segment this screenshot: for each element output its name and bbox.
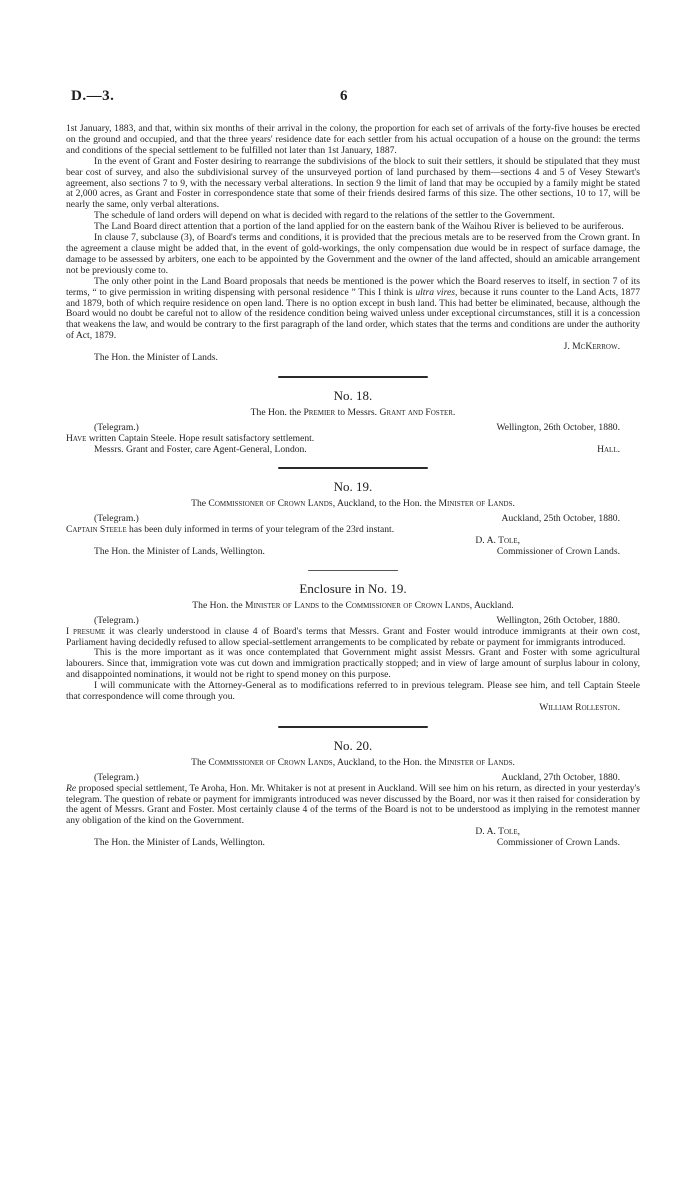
section-divider <box>308 570 398 571</box>
text-run: , Auckland. <box>469 599 514 611</box>
report-paragraph: In clause 7, subclause (3), of Board's terms and conditions, it is provided that the precious metals are to be reserved from the Crown grant. In the agreement a clause might be added that, in the event of gold-workings, the only compensation due would be in respect of surface damage, the damage to be assessed by arbiters, one each to be appointed by the Government and the owner of the land affected, should an amicable arrangement not be previously come to. <box>66 232 640 276</box>
report-addressee: The Hon. the Minister of Lands. <box>94 352 218 364</box>
lead-word: Have <box>66 432 87 444</box>
text-run: The only other point in the Land Board proposals that needs be mentioned is the power which the Board reserves to itself, in section 7 of its terms, “ to give permission in writing dispensing with personal residence ” This I think is <box>66 275 640 298</box>
text-run: Grant and Foster. <box>379 406 456 418</box>
document-body <box>66 124 640 849</box>
signature-text: William Rolleston. <box>539 701 620 713</box>
signature-text: J. McKerrow. <box>563 341 620 353</box>
addressee-line <box>66 838 640 849</box>
text-run: The <box>191 756 209 768</box>
telegram-type: (Telegram.) <box>94 421 139 433</box>
correspondence-heading <box>66 408 640 419</box>
telegram-body: I will communicate with the Attorney-General as to modifications referred to in previous telegram. Please see him, and tell Captain Steele that correspondence will come through you. <box>66 680 640 703</box>
telegram-type: (Telegram.) <box>94 771 139 783</box>
report-paragraph: In the event of Grant and Foster desiring to rearrange the subdivisions of the block to suit their settlers, it should be stipulated that they must bear cost of survey, and also the subdivisional survey of the unsurveyed portion of land purchased by them—sections 4 and 5 of Vesey Stewart's agreement, also sections 7 to 9, with the necessary verbal alterations. In section 9 the limit of land that may be occupied by a family might be stated at 2,000 acres, as Grant and Foster in correspondence state that some of their friends desired farms of this size. The other sections, 10 to 17, will be nearly the same, only verbal alterations. <box>66 155 640 211</box>
text-run: Commissioner of Crown Lands <box>345 599 470 611</box>
signer-title: Commissioner of Crown Lands. <box>496 546 620 557</box>
text-run: Premier <box>303 406 336 418</box>
text-run: , Auckland, to the Hon. the <box>332 498 439 510</box>
text-run: The Hon. the <box>192 599 246 611</box>
telegram-body <box>66 784 640 828</box>
report-paragraph <box>66 277 640 342</box>
signer-title: Commissioner of Crown Lands. <box>496 837 620 849</box>
text-run: , Auckland, to the Hon. the <box>332 756 439 768</box>
italic-text: ultra vires <box>415 286 455 298</box>
telegram-body <box>66 434 640 445</box>
text-run: Minister of Lands. <box>438 756 515 768</box>
text-run: it was clearly understood in clause 4 of Board's terms that Messrs. Grant and Foster would introduce immigrants at their own cost, Parliament having decidedly refused to allow special-settlement arrangements to be complicated by rebate or payment for immigrants introduced. <box>66 625 640 648</box>
text-run: , because it runs counter to the Land Acts, 1877 and 1879, both of which require residence on open land. There is no option except in bush land. This had better be eliminated, because, although the Board would no doubt be careful not to allow of the residence condition being waived unless under exceptional circumstances, still it is a concession that weakens the law, and would be contrary to the first paragraph of the land order, which states that the terms and conditions are under the authority of Act, 1879. <box>66 286 640 342</box>
telegram-body <box>66 627 640 649</box>
lead-word: Re <box>66 782 77 794</box>
text-run: to the <box>319 599 346 611</box>
telegram-type: (Telegram.) <box>94 513 139 525</box>
addressee: The Hon. the Minister of Lands, Wellington. <box>94 837 265 849</box>
section-divider <box>278 467 428 469</box>
correspondence-heading <box>66 499 640 510</box>
text-run: written Captain Steele. Hope result satisfactory settlement. <box>86 432 315 444</box>
signer-name-text: D. A. Tole, <box>475 826 520 838</box>
telegram-type: (Telegram.) <box>94 614 139 626</box>
place-date: Auckland, 25th October, 1880. <box>501 513 620 525</box>
lead-word: Captain Steele <box>66 524 127 536</box>
signature: Hall. <box>597 443 620 455</box>
text-run: to Messrs. <box>335 406 380 418</box>
text-run: Minister of Lands <box>245 599 320 611</box>
telegram-body: This is the more important as it was once contemplated that Government might assist Messrs. Grant and Foster with some agricultural labourers. Since that, immigration vote was cut down and immigration practically stopped; and in view of large amount of surplus labour in colony, and disappointed nominations, it would not be right to spend money on this purpose. <box>66 647 640 681</box>
section-divider <box>278 376 428 378</box>
text-run: Commissioner of Crown Lands <box>208 756 333 768</box>
signature <box>66 703 640 714</box>
text-run: has been duly informed in terms of your telegram of the 23rd instant. <box>126 524 395 536</box>
document-number: No. 18. <box>333 387 373 403</box>
signer-name-text: D. A. Tole, <box>475 535 520 547</box>
telegram-body <box>66 525 640 536</box>
addressee-line <box>66 445 640 456</box>
document-number: No. 19. <box>333 479 373 495</box>
correspondence-heading <box>66 758 640 769</box>
place-date: Auckland, 27th October, 1880. <box>501 771 620 783</box>
text-run: proposed special settlement, Te Aroha, Hon. Mr. Whitaker is not at present in Auckland. Will see him on his return, as directed in your yesterday's telegram. The question of rebate or payment for immigrants introduced was never discussed by the Board, nor was it then raised for consideration by the agent of Messrs. Grant and Foster. Most certainly clause 4 of the terms of the Board is not to be understood as implying in the remotest manner any obligation of the kind on the Government. <box>66 782 640 827</box>
section-code: D.—3. <box>71 88 115 104</box>
addressee: Messrs. Grant and Foster, care Agent-General, London. <box>94 443 307 455</box>
addressee: The Hon. the Minister of Lands, Wellington. <box>94 546 265 557</box>
report-paragraph: 1st January, 1883, and that, within six months of their arrival in the colony, the proportion for each set of arrivals of the forty-five houses be erected on the ground and occupied, and that the three years' residence date for each settler from his actual occupation of a house on the ground: the terms and conditions of the special settlement to be fulfilled not later than 1st January, 1887. <box>66 123 640 156</box>
lead-word: I presume <box>66 625 106 637</box>
place-date: Wellington, 26th October, 1880. <box>496 421 620 433</box>
text-run: The <box>191 498 209 510</box>
report-paragraph: The Land Board direct attention that a portion of the land applied for on the eastern bank of the Waihou River is believed to be auriferous. <box>94 221 624 233</box>
report-paragraph: The schedule of land orders will depend on what is decided with regard to the relations of the settler to the Government. <box>94 210 555 222</box>
place-date: Wellington, 26th October, 1880. <box>496 614 620 626</box>
addressee-line <box>66 547 640 558</box>
text-run: Minister of Lands. <box>438 498 515 510</box>
document-number: No. 20. <box>333 737 373 753</box>
correspondence-heading <box>66 601 640 612</box>
text-run: The Hon. the <box>250 406 304 418</box>
section-divider <box>278 726 428 728</box>
enclosure-title: Enclosure in No. 19. <box>299 580 407 596</box>
text-run: Commissioner of Crown Lands <box>208 498 333 510</box>
page-number: 6 <box>340 88 348 104</box>
